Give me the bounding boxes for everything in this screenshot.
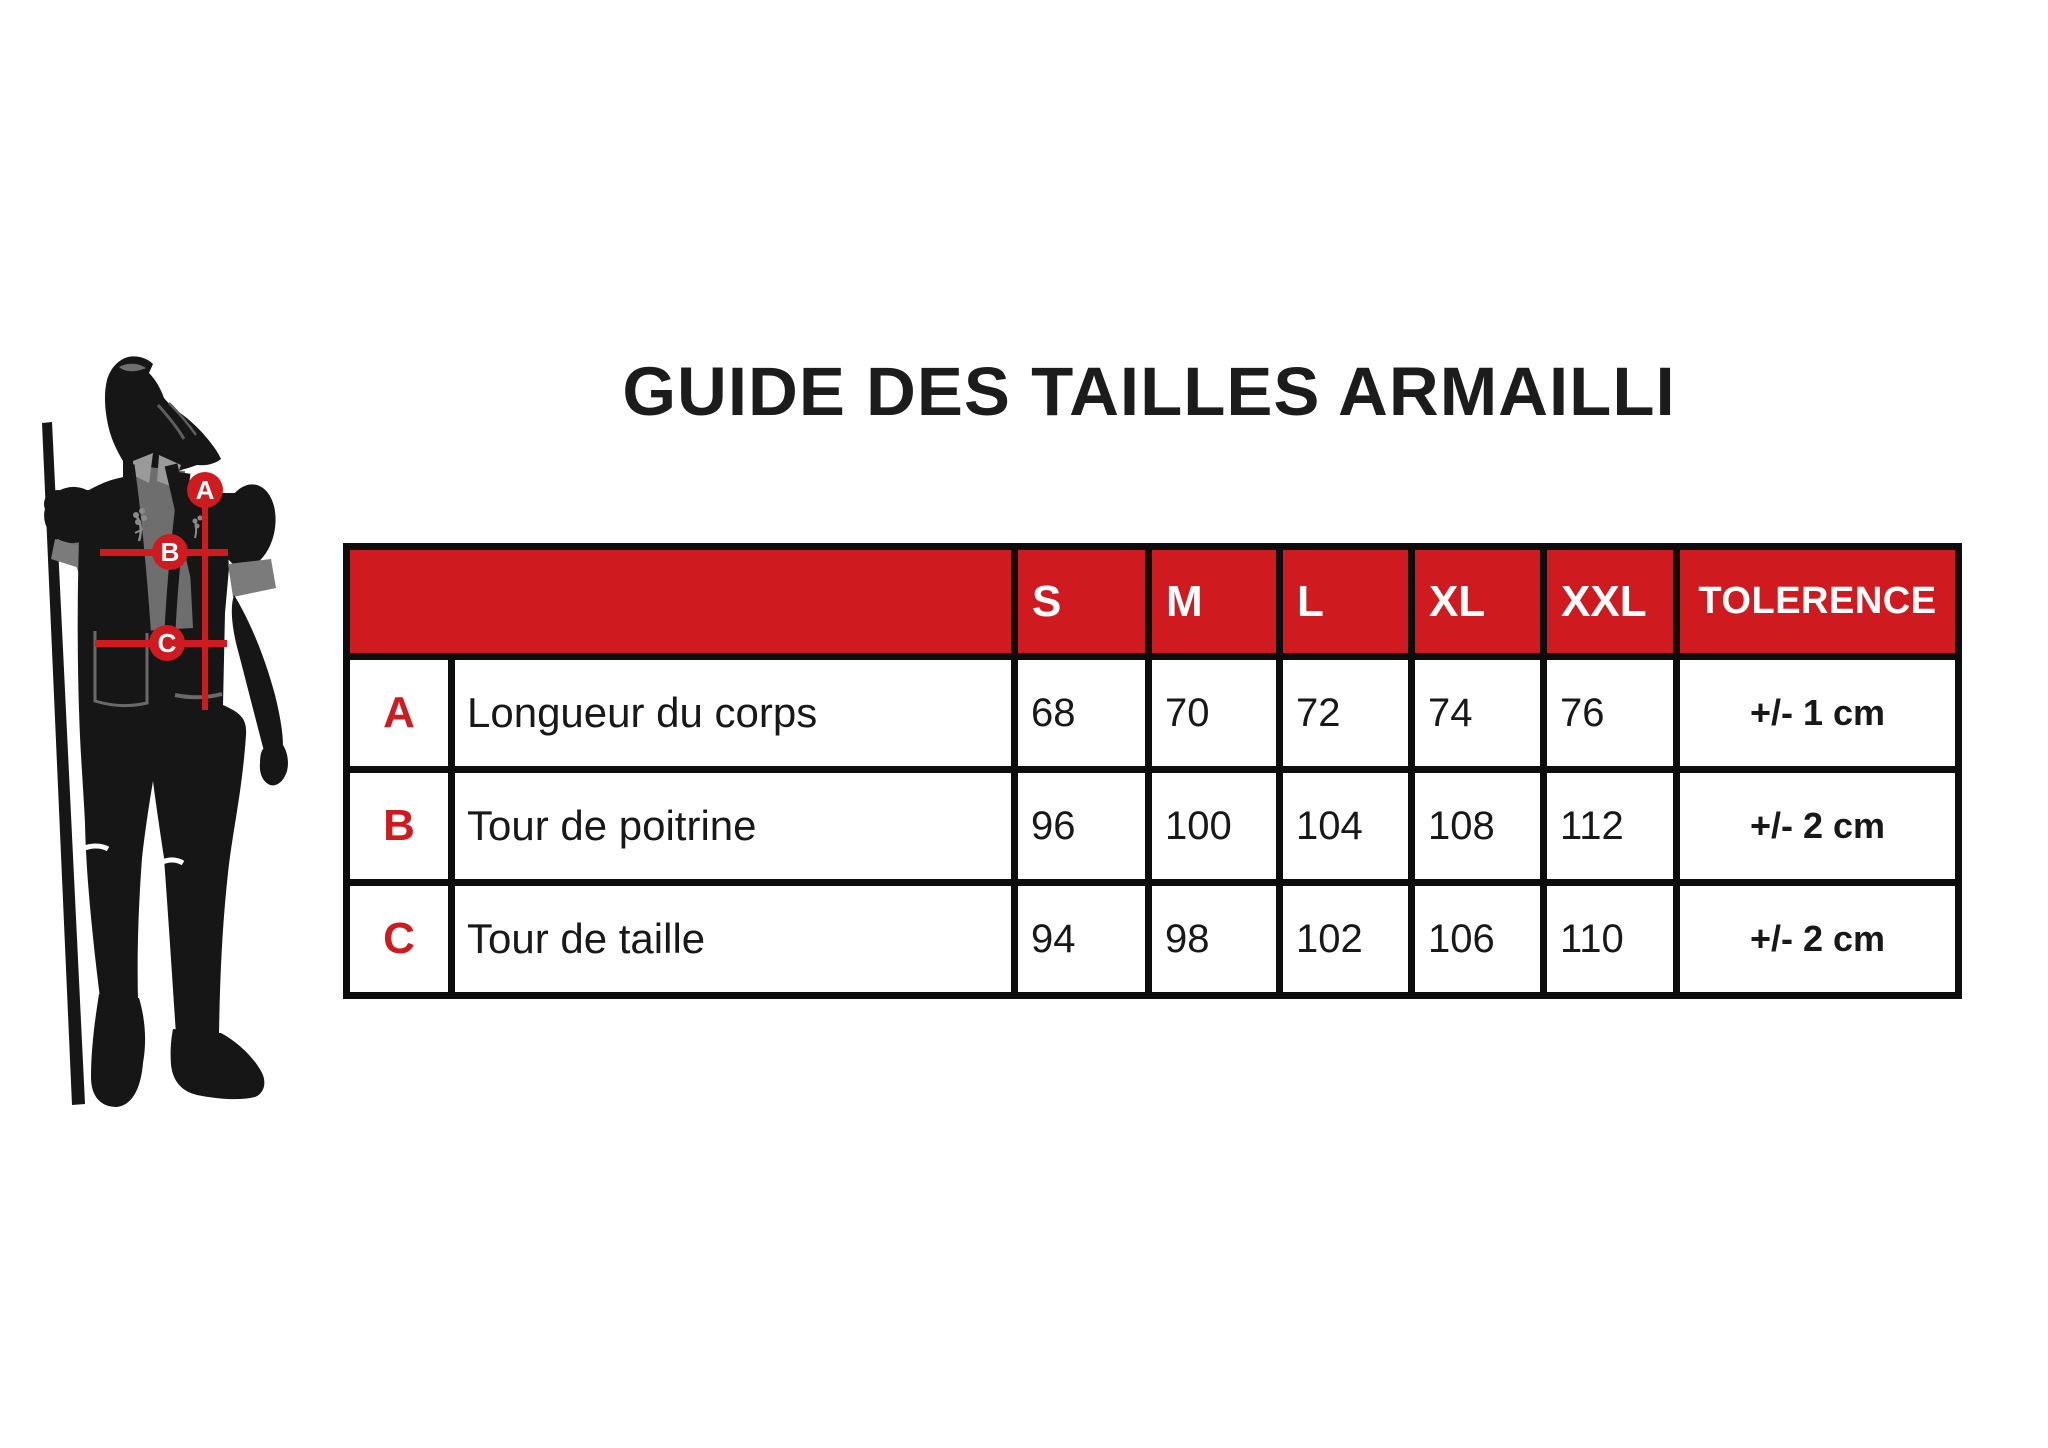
armailli-silhouette-svg [25, 353, 293, 1113]
header-size-xxl: XXL [1544, 547, 1677, 657]
marker-a-label: A [195, 475, 215, 505]
marker-c-label: C [157, 628, 177, 658]
table-row-a [347, 657, 1959, 770]
table-header-row [347, 547, 1959, 657]
right-hand [260, 745, 288, 785]
size-value: 112 [1544, 770, 1677, 883]
size-value: 98 [1149, 883, 1280, 996]
measure-line-a-vertical [202, 490, 208, 710]
armailli-figure [25, 353, 293, 1113]
size-value: 100 [1149, 770, 1280, 883]
size-value: 102 [1280, 883, 1412, 996]
marker-a [187, 472, 223, 508]
size-value: 108 [1412, 770, 1544, 883]
table-row-c [347, 883, 1959, 996]
header-size-m: M [1149, 547, 1280, 657]
header-size-s: S [1015, 547, 1149, 657]
tolerance-value: +/- 1 cm [1677, 657, 1959, 770]
legs-silhouette [79, 705, 246, 1035]
size-value: 110 [1544, 883, 1677, 996]
left-thumb [62, 489, 74, 501]
size-value: 74 [1412, 657, 1544, 770]
measurement-letter: A [347, 657, 452, 770]
measurement-letter: C [347, 883, 452, 996]
size-value: 96 [1015, 770, 1149, 883]
table-row-b [347, 770, 1959, 883]
page-title: GUIDE DES TAILLES ARMAILLI [622, 353, 1676, 430]
tolerance-value: +/- 2 cm [1677, 770, 1959, 883]
measurement-label: Tour de poitrine [452, 770, 1015, 883]
header-size-l: L [1280, 547, 1412, 657]
measurement-letter: B [347, 770, 452, 883]
size-value: 106 [1412, 883, 1544, 996]
header-blank-cell [347, 547, 1015, 657]
size-value: 76 [1544, 657, 1677, 770]
measurement-label: Tour de taille [452, 883, 1015, 996]
size-table [343, 543, 1962, 999]
measurement-label: Longueur du corps [452, 657, 1015, 770]
size-value: 70 [1149, 657, 1280, 770]
left-shoe [91, 994, 145, 1107]
marker-b-label: B [160, 537, 180, 567]
header-tolerance: TOLERENCE [1677, 547, 1959, 657]
right-shoe [171, 1029, 265, 1099]
marker-b [152, 534, 188, 570]
size-value: 68 [1015, 657, 1149, 770]
header-size-xl: XL [1412, 547, 1544, 657]
tolerance-value: +/- 2 cm [1677, 883, 1959, 996]
size-value: 94 [1015, 883, 1149, 996]
size-value: 72 [1280, 657, 1412, 770]
right-sleeve-cuff [228, 559, 276, 597]
marker-c [149, 625, 185, 661]
size-value: 104 [1280, 770, 1412, 883]
